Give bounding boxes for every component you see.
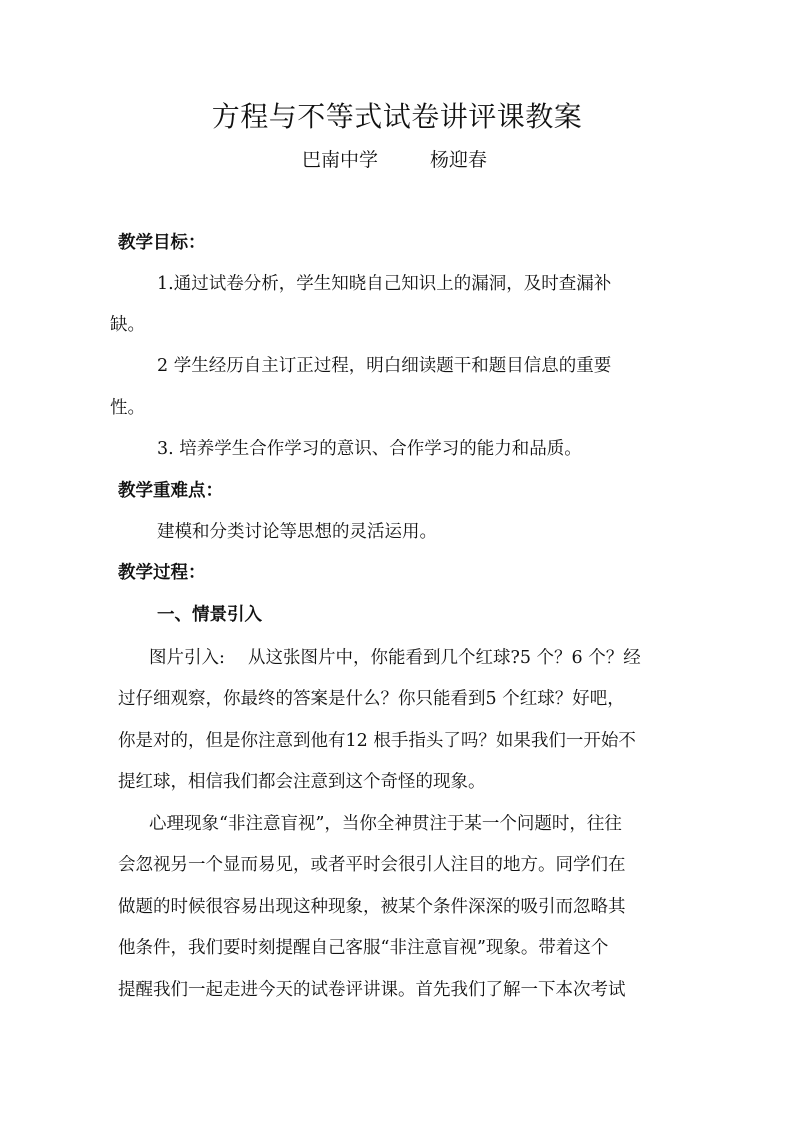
school-name: 巴南中学 xyxy=(302,149,379,171)
document-title: 方程与不等式试卷讲评课教案 xyxy=(211,100,583,133)
paragraph-line: 提醒我们一起走进今天的试卷评讲课。首先我们了解一下本次考试 xyxy=(118,980,626,1000)
paragraph-line: 他条件，我们要时刻提醒自己客服“非注意盲视”现象。带着这个 xyxy=(118,938,609,958)
key-point-line: 建模和分类讨论等思想的灵活运用。 xyxy=(157,522,437,542)
process-subheading: 一、情景引入 xyxy=(157,605,262,625)
paragraph-line: 图片引入: 从这张图片中，你能看到几个红球?5 个？6 个？经 xyxy=(149,648,641,668)
paragraph-line: 你是对的，但是你注意到他有12 根手指头了吗？如果我们一开始不 xyxy=(118,731,636,751)
paragraph-line: 做题的时候很容易出现这种现象，被某个条件深深的吸引而忽略其 xyxy=(118,897,626,917)
key-points-heading: 教学重难点： xyxy=(118,481,223,501)
objectives-heading: 教学目标： xyxy=(118,233,206,253)
objective-line: 缺。 xyxy=(110,315,145,335)
author-name: 杨迎春 xyxy=(430,149,488,171)
paragraph-line: 过仔细观察，你最终的答案是什么？你只能看到5 个红球？好吧， xyxy=(118,689,625,709)
objective-line: 1.通过试卷分析，学生知晓自己知识上的漏洞，及时查漏补 xyxy=(157,274,612,294)
process-heading: 教学过程： xyxy=(118,563,206,583)
paragraph-line: 会忽视另一个显而易见，或者平时会很引人注目的地方。同学们在 xyxy=(118,855,626,875)
objective-line: 性。 xyxy=(110,398,145,418)
objective-line: 2 学生经历自主订正过程，明白细读题干和题目信息的重要 xyxy=(157,356,612,376)
objective-line: 3. 培养学生合作学习的意识、合作学习的能力和品质。 xyxy=(157,439,582,459)
paragraph-line: 心理现象“非注意盲视”，当你全神贯注于某一个问题时，往往 xyxy=(149,814,622,834)
paragraph-line: 提红球，相信我们都会注意到这个奇怪的现象。 xyxy=(118,772,486,792)
